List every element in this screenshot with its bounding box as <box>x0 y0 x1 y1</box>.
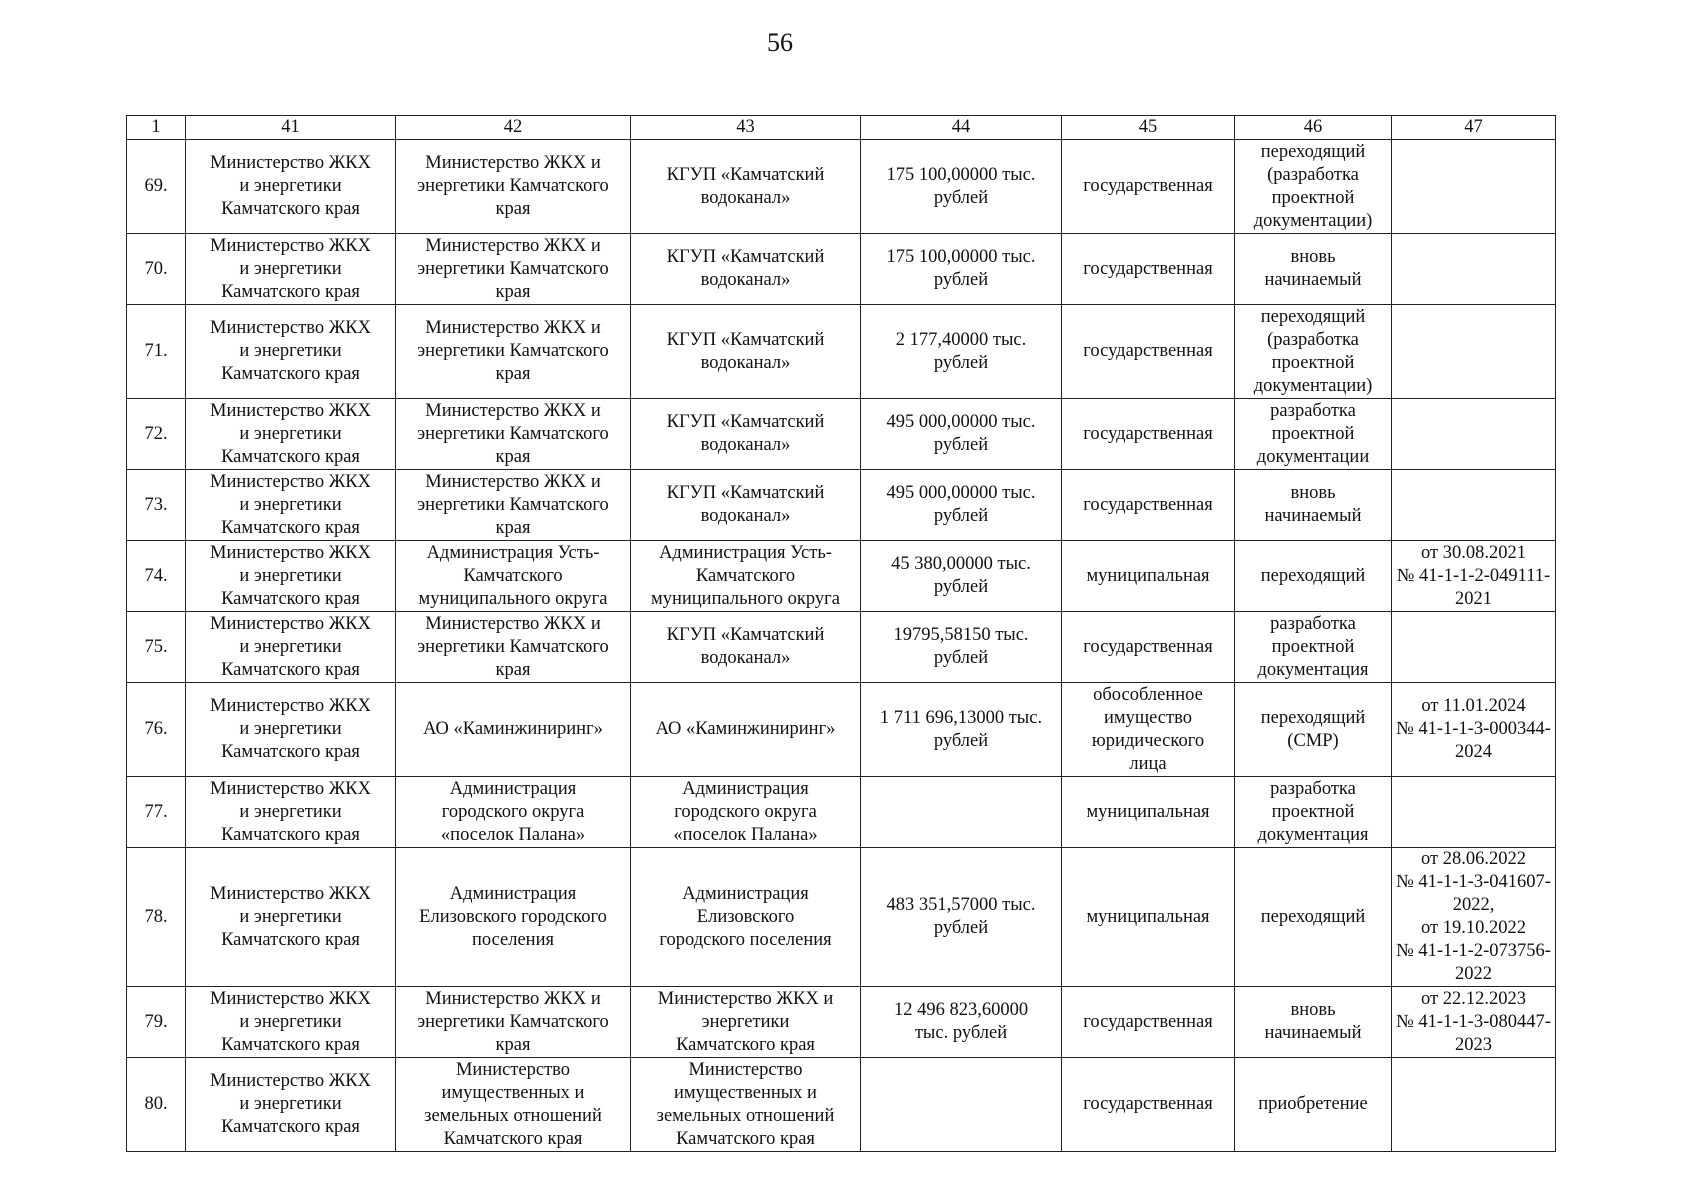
table-cell: государственная <box>1062 470 1235 541</box>
table-cell: 77. <box>127 777 186 848</box>
table-cell <box>1392 612 1556 683</box>
table-cell: Администрация Усть- Камчатского муниципального округа <box>631 541 861 612</box>
table-cell: 72. <box>127 399 186 470</box>
table-cell: КГУП «Камчатский водоканал» <box>631 399 861 470</box>
table-cell: переходящий <box>1235 541 1392 612</box>
table-row <box>127 683 1556 777</box>
table-cell: Администрация городского округа «поселок Палана» <box>631 777 861 848</box>
table-cell: Министерство ЖКХ и энергетики Камчатского края <box>186 1058 396 1152</box>
header-cell: 44 <box>861 116 1062 140</box>
table-cell: Министерство ЖКХ и энергетики Камчатского края <box>186 470 396 541</box>
table-cell: Министерство ЖКХ и энергетики Камчатского края <box>186 305 396 399</box>
table-cell: Министерство ЖКХ и энергетики Камчатского края <box>186 140 396 234</box>
table-cell: 175 100,00000 тыс. рублей <box>861 234 1062 305</box>
table-cell: 73. <box>127 470 186 541</box>
table-cell: 78. <box>127 848 186 987</box>
table-cell: муниципальная <box>1062 541 1235 612</box>
table-cell: КГУП «Камчатский водоканал» <box>631 305 861 399</box>
table-cell: 70. <box>127 234 186 305</box>
table-cell <box>1392 399 1556 470</box>
table-cell: 75. <box>127 612 186 683</box>
table-cell: 74. <box>127 541 186 612</box>
table-cell: Администрация Елизовского городского поселения <box>631 848 861 987</box>
table-cell: Администрация городского округа «поселок Палана» <box>396 777 631 848</box>
table-cell: государственная <box>1062 987 1235 1058</box>
table-cell: муниципальная <box>1062 777 1235 848</box>
table-cell: Министерство ЖКХ и энергетики Камчатского края <box>186 399 396 470</box>
table-cell <box>1392 305 1556 399</box>
table-cell: от 22.12.2023 № 41-1-1-3-080447-2023 <box>1392 987 1556 1058</box>
table-cell: Министерство ЖКХ и энергетики Камчатского края <box>186 612 396 683</box>
projects-table <box>126 115 1556 1152</box>
table-row <box>127 140 1556 234</box>
header-cell: 47 <box>1392 116 1556 140</box>
table-cell: Министерство ЖКХ и энергетики Камчатского края <box>396 470 631 541</box>
table-cell <box>1392 1058 1556 1152</box>
table-cell: 495 000,00000 тыс. рублей <box>861 399 1062 470</box>
table-cell: государственная <box>1062 140 1235 234</box>
table-row <box>127 848 1556 987</box>
table-cell: 79. <box>127 987 186 1058</box>
table-cell: 45 380,00000 тыс. рублей <box>861 541 1062 612</box>
table-cell: Министерство ЖКХ и энергетики Камчатского края <box>186 777 396 848</box>
table-cell: муниципальная <box>1062 848 1235 987</box>
table-cell: Министерство ЖКХ и энергетики Камчатского края <box>396 305 631 399</box>
table-cell <box>1392 777 1556 848</box>
table-cell: Министерство имущественных и земельных отношений Камчатского края <box>396 1058 631 1152</box>
table-cell: разработка проектной документация <box>1235 612 1392 683</box>
table-cell: Министерство ЖКХ и энергетики Камчатского края <box>186 987 396 1058</box>
table-row <box>127 612 1556 683</box>
table-cell: от 11.01.2024 № 41-1-1-3-000344-2024 <box>1392 683 1556 777</box>
table-cell: КГУП «Камчатский водоканал» <box>631 612 861 683</box>
table-cell: КГУП «Камчатский водоканал» <box>631 470 861 541</box>
table-cell: АО «Каминжиниринг» <box>631 683 861 777</box>
table-cell: АО «Каминжиниринг» <box>396 683 631 777</box>
table-cell <box>1392 234 1556 305</box>
header-cell: 43 <box>631 116 861 140</box>
table-cell: переходящий (разработка проектной документации) <box>1235 305 1392 399</box>
table-cell: переходящий (разработка проектной документации) <box>1235 140 1392 234</box>
table-cell: государственная <box>1062 1058 1235 1152</box>
table-cell: КГУП «Камчатский водоканал» <box>631 234 861 305</box>
table-cell: Министерство ЖКХ и энергетики Камчатского края <box>396 234 631 305</box>
table-cell: государственная <box>1062 305 1235 399</box>
table-cell: государственная <box>1062 234 1235 305</box>
table-row <box>127 399 1556 470</box>
table-cell: Министерство ЖКХ и энергетики Камчатского края <box>396 399 631 470</box>
table-cell: 76. <box>127 683 186 777</box>
table-cell: переходящий (СМР) <box>1235 683 1392 777</box>
table-cell: от 30.08.2021 № 41-1-1-2-049111-2021 <box>1392 541 1556 612</box>
table-cell: Министерство ЖКХ и энергетики Камчатского края <box>186 848 396 987</box>
table-cell: 19795,58150 тыс. рублей <box>861 612 1062 683</box>
table-row <box>127 987 1556 1058</box>
table-cell: переходящий <box>1235 848 1392 987</box>
table-cell <box>861 777 1062 848</box>
header-cell: 45 <box>1062 116 1235 140</box>
table-cell: разработка проектной документация <box>1235 777 1392 848</box>
table-cell <box>1392 140 1556 234</box>
table-cell: Министерство ЖКХ и энергетики Камчатского края <box>396 140 631 234</box>
table-cell: Министерство ЖКХ и энергетики Камчатского края <box>396 987 631 1058</box>
table-row <box>127 234 1556 305</box>
table-cell: 495 000,00000 тыс. рублей <box>861 470 1062 541</box>
table-row <box>127 305 1556 399</box>
table-cell: обособленное имущество юридического лица <box>1062 683 1235 777</box>
table-cell: 71. <box>127 305 186 399</box>
table-cell: вновь начинаемый <box>1235 470 1392 541</box>
table-cell: вновь начинаемый <box>1235 987 1392 1058</box>
table-cell: КГУП «Камчатский водоканал» <box>631 140 861 234</box>
page-number: 56 <box>767 28 793 57</box>
table-cell: приобретение <box>1235 1058 1392 1152</box>
table-cell: Министерство ЖКХ и энергетики Камчатского края <box>186 541 396 612</box>
header-cell: 42 <box>396 116 631 140</box>
table-row <box>127 541 1556 612</box>
table-cell: 12 496 823,60000 тыс. рублей <box>861 987 1062 1058</box>
table-cell: вновь начинаемый <box>1235 234 1392 305</box>
table-cell <box>861 1058 1062 1152</box>
header-cell: 1 <box>127 116 186 140</box>
table-cell: Администрация Елизовского городского поселения <box>396 848 631 987</box>
table-cell: 2 177,40000 тыс. рублей <box>861 305 1062 399</box>
table-cell: 483 351,57000 тыс. рублей <box>861 848 1062 987</box>
table-cell: 175 100,00000 тыс. рублей <box>861 140 1062 234</box>
table-row <box>127 777 1556 848</box>
table-cell: от 28.06.2022 № 41-1-1-3-041607-2022, от 19.10.2022 № 41-1-1-2-073756-2022 <box>1392 848 1556 987</box>
table-row <box>127 470 1556 541</box>
table-cell: Администрация Усть- Камчатского муниципального округа <box>396 541 631 612</box>
table-cell: разработка проектной документации <box>1235 399 1392 470</box>
table-cell: Министерство ЖКХ и энергетики Камчатского края <box>186 683 396 777</box>
table-cell: Министерство ЖКХ и энергетики Камчатского края <box>186 234 396 305</box>
header-cell: 41 <box>186 116 396 140</box>
table-cell: 80. <box>127 1058 186 1152</box>
table-cell: 69. <box>127 140 186 234</box>
table-cell: Министерство ЖКХ и энергетики Камчатского края <box>396 612 631 683</box>
table-cell: государственная <box>1062 612 1235 683</box>
table-cell: Министерство ЖКХ и энергетики Камчатского края <box>631 987 861 1058</box>
table-cell: государственная <box>1062 399 1235 470</box>
table-cell: 1 711 696,13000 тыс. рублей <box>861 683 1062 777</box>
table-row <box>127 1058 1556 1152</box>
table-cell <box>1392 470 1556 541</box>
header-cell: 46 <box>1235 116 1392 140</box>
table-cell: Министерство имущественных и земельных отношений Камчатского края <box>631 1058 861 1152</box>
header-row <box>127 116 1556 140</box>
